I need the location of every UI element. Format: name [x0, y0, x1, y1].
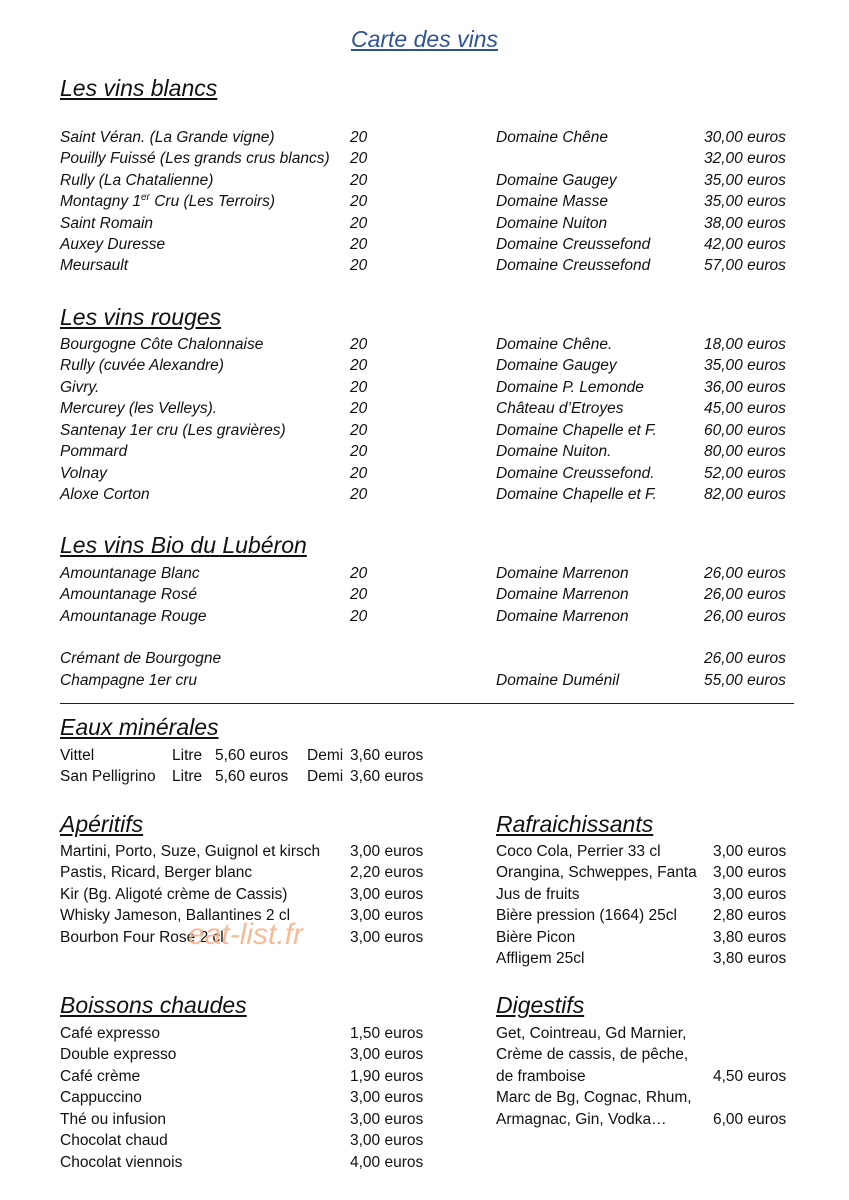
drink-price: 3,00 euros: [350, 1111, 424, 1128]
wine-row: [0, 191, 849, 212]
wine-name: Rully (cuvée Alexandre): [60, 357, 224, 374]
wine-row: [0, 606, 849, 627]
wine-name: Pouilly Fuissé (Les grands crus blancs): [60, 150, 330, 167]
wine-name: Mercurey (les Velleys).: [60, 400, 218, 417]
drink-price: 3,00 euros: [350, 929, 424, 946]
wine-name: Champagne 1er cru: [60, 672, 197, 689]
wine-size: 20: [350, 443, 368, 460]
page-title: Carte des vins: [350, 26, 498, 52]
wine-size: 20: [350, 336, 368, 353]
wine-name: Santenay 1er cru (Les gravières): [60, 422, 286, 439]
drink-row: [0, 884, 849, 905]
wine-row: [0, 648, 849, 669]
wine-domaine: Domaine P. Lemonde: [496, 379, 644, 396]
wine-row: [0, 213, 849, 234]
wine-domaine: Château d’Etroyes: [496, 400, 624, 417]
litre-label: Litre: [172, 768, 203, 785]
wine-name: Rully (La Chatalienne): [60, 172, 214, 189]
wine-name: Aloxe Corton: [60, 486, 150, 503]
wine-domaine: Domaine Masse: [496, 193, 608, 210]
litre-label: Litre: [172, 747, 203, 764]
drink-price: 1,50 euros: [350, 1025, 424, 1042]
wine-row: [0, 463, 849, 484]
drink-price: 2,20 euros: [350, 864, 424, 881]
wine-domaine: Domaine Gaugey: [496, 357, 617, 374]
wine-domaine: Domaine Nuiton: [496, 215, 608, 232]
wine-price: 45,00 euros: [704, 400, 786, 417]
drink-price: 3,00 euros: [713, 864, 787, 881]
demi-price: 3,60 euros: [350, 747, 424, 764]
wine-size: 20: [350, 129, 368, 146]
drink-name: Coco Cola, Perrier 33 cl: [496, 843, 661, 860]
heading-aperitifs: Apéritifs: [60, 811, 144, 837]
wine-name: Meursault: [60, 257, 129, 274]
wine-size: 20: [350, 565, 368, 582]
drink-row: [0, 1087, 849, 1108]
wine-size: 20: [350, 486, 368, 503]
wine-domaine: Domaine Chapelle et F.: [496, 422, 657, 439]
drink-row: [0, 948, 849, 969]
wine-price: 52,00 euros: [704, 465, 786, 482]
drink-name: Café expresso: [60, 1025, 160, 1042]
wine-price: 57,00 euros: [704, 257, 786, 274]
wine-row: [0, 441, 849, 462]
drink-name: Crème de cassis, de pêche,: [496, 1046, 689, 1063]
drink-price: 3,00 euros: [350, 1046, 424, 1063]
wine-row: [0, 670, 849, 691]
water-name: San Pelligrino: [60, 768, 156, 785]
drink-name: Café crème: [60, 1068, 141, 1085]
drink-price: 3,00 euros: [713, 843, 787, 860]
wine-domaine: Domaine Marrenon: [496, 586, 629, 603]
wine-row: [0, 377, 849, 398]
wine-price: 60,00 euros: [704, 422, 786, 439]
drink-name: Whisky Jameson, Ballantines 2 cl: [60, 907, 291, 924]
drink-price: 3,00 euros: [350, 1132, 424, 1149]
wine-price: 42,00 euros: [704, 236, 786, 253]
heading-vins-rouges: Les vins rouges: [60, 304, 222, 330]
wine-price: 82,00 euros: [704, 486, 786, 503]
heading-digestifs: Digestifs: [496, 992, 585, 1018]
wine-price: 18,00 euros: [704, 336, 786, 353]
drink-name: Armagnac, Gin, Vodka…: [496, 1111, 667, 1128]
wine-size: 20: [350, 357, 368, 374]
drink-price: 3,80 euros: [713, 950, 787, 967]
wine-size: 20: [350, 586, 368, 603]
wine-name: Givry.: [60, 379, 100, 396]
wine-name: Pommard: [60, 443, 128, 460]
drink-price: 3,00 euros: [350, 907, 424, 924]
wine-name: Amountanage Blanc: [60, 565, 200, 582]
heading-boissons-chaudes: Boissons chaudes: [60, 992, 247, 1018]
heading-vins-blancs: Les vins blancs: [60, 75, 218, 101]
wine-price: 26,00 euros: [704, 565, 786, 582]
drink-name: Marc de Bg, Cognac, Rhum,: [496, 1089, 692, 1106]
drink-name: de framboise: [496, 1068, 586, 1085]
wine-name: Montagny 1er Cru (Les Terroirs): [60, 191, 276, 210]
drink-price: 3,00 euros: [350, 843, 424, 860]
drink-row: [0, 1066, 849, 1087]
wine-name: Amountanage Rouge: [60, 608, 207, 625]
wine-row: [0, 148, 849, 169]
wine-name: Auxey Duresse: [60, 236, 166, 253]
drink-row: [0, 841, 849, 862]
wine-row: [0, 255, 849, 276]
drink-name: Bourbon Four Rose 2 cl: [60, 929, 224, 946]
wine-domaine: Domaine Gaugey: [496, 172, 617, 189]
wine-domaine: Domaine Chapelle et F.: [496, 486, 657, 503]
wine-domaine: Domaine Marrenon: [496, 565, 629, 582]
drink-name: Orangina, Schweppes, Fanta: [496, 864, 697, 881]
drink-name: Martini, Porto, Suze, Guignol et kirsch: [60, 843, 321, 860]
demi-price: 3,60 euros: [350, 768, 424, 785]
wine-size: 20: [350, 172, 368, 189]
watermark: eat-list.fr: [188, 918, 304, 951]
wine-price: 26,00 euros: [704, 650, 786, 667]
drink-row: [0, 1130, 440, 1151]
wine-row: [0, 563, 849, 584]
water-row: [0, 766, 849, 787]
drink-name: Double expresso: [60, 1046, 177, 1063]
drink-name: Jus de fruits: [496, 886, 580, 903]
drink-name: Chocolat viennois: [60, 1154, 183, 1171]
drink-name: Get, Cointreau, Gd Marnier,: [496, 1025, 687, 1042]
wine-size: 20: [350, 422, 368, 439]
wine-domaine: Domaine Creussefond: [496, 257, 651, 274]
drink-row: [0, 905, 849, 926]
drink-price: 3,00 euros: [350, 1089, 424, 1106]
wine-price: 35,00 euros: [704, 193, 786, 210]
drink-row: [0, 927, 849, 948]
heading-eaux-minerales: Eaux minérales: [60, 714, 219, 740]
water-row: [0, 745, 849, 766]
wine-domaine: Domaine Marrenon: [496, 608, 629, 625]
drink-price: 3,00 euros: [350, 886, 424, 903]
wine-row: [0, 398, 849, 419]
wine-size: 20: [350, 257, 368, 274]
wine-price: 35,00 euros: [704, 172, 786, 189]
drink-name: Chocolat chaud: [60, 1132, 168, 1149]
wine-price: 30,00 euros: [704, 129, 786, 146]
wine-price: 35,00 euros: [704, 357, 786, 374]
wine-name: Bourgogne Côte Chalonnaise: [60, 336, 264, 353]
wine-size: 20: [350, 215, 368, 232]
wine-size: 20: [350, 236, 368, 253]
drink-price: 1,90 euros: [350, 1068, 424, 1085]
wine-size: 20: [350, 193, 368, 210]
wine-price: 26,00 euros: [704, 608, 786, 625]
drink-price: 4,00 euros: [350, 1154, 424, 1171]
wine-row: [0, 127, 849, 148]
drink-row: [0, 1109, 849, 1130]
drink-name: Affligem 25cl: [496, 950, 585, 967]
drink-name: Cappuccino: [60, 1089, 142, 1106]
wine-name: Volnay: [60, 465, 107, 482]
wine-price: 55,00 euros: [704, 672, 786, 689]
drink-name: Bière pression (1664) 25cl: [496, 907, 677, 924]
litre-price: 5,60 euros: [215, 747, 289, 764]
wine-row: [0, 484, 849, 505]
heading-rafraichissants: Rafraichissants: [496, 811, 654, 837]
wine-row: [0, 584, 849, 605]
wine-row: [0, 420, 849, 441]
wine-size: 20: [350, 379, 368, 396]
wine-price: 80,00 euros: [704, 443, 786, 460]
wine-price: 26,00 euros: [704, 586, 786, 603]
drink-price: 2,80 euros: [713, 907, 787, 924]
wine-domaine: Domaine Nuiton.: [496, 443, 612, 460]
wine-size: 20: [350, 400, 368, 417]
drink-name: Thé ou infusion: [60, 1111, 166, 1128]
drink-price: 3,80 euros: [713, 929, 787, 946]
heading-vins-bio: Les vins Bio du Lubéron: [60, 532, 307, 558]
drink-row: [0, 862, 849, 883]
wine-row: [0, 234, 849, 255]
wine-size: 20: [350, 465, 368, 482]
wine-size: 20: [350, 608, 368, 625]
drink-name: Pastis, Ricard, Berger blanc: [60, 864, 253, 881]
wine-name: Saint Romain: [60, 215, 154, 232]
drink-row: [0, 1023, 849, 1044]
drink-name: Bière Picon: [496, 929, 576, 946]
litre-price: 5,60 euros: [215, 768, 289, 785]
demi-label: Demi: [307, 768, 344, 785]
demi-label: Demi: [307, 747, 344, 764]
drink-row: [0, 1152, 440, 1173]
wine-row: [0, 170, 849, 191]
wine-row: [0, 355, 849, 376]
wine-price: 32,00 euros: [704, 150, 786, 167]
water-name: Vittel: [60, 747, 95, 764]
wine-domaine: Domaine Chêne.: [496, 336, 613, 353]
wine-price: 36,00 euros: [704, 379, 786, 396]
drink-name: Kir (Bg. Aligoté crème de Cassis): [60, 886, 288, 903]
wine-domaine: Domaine Creussefond.: [496, 465, 655, 482]
section-divider: [60, 703, 794, 704]
drink-row: [0, 1044, 849, 1065]
wine-domaine: Domaine Chêne: [496, 129, 609, 146]
wine-row: [0, 334, 849, 355]
wine-domaine: Domaine Duménil: [496, 672, 620, 689]
wine-name: Amountanage Rosé: [60, 586, 198, 603]
wine-price: 38,00 euros: [704, 215, 786, 232]
wine-domaine: Domaine Creussefond: [496, 236, 651, 253]
wine-name: Crémant de Bourgogne: [60, 650, 222, 667]
drink-price: 3,00 euros: [713, 886, 787, 903]
wine-size: 20: [350, 150, 368, 167]
wine-name: Saint Véran. (La Grande vigne): [60, 129, 275, 146]
drink-price: 6,00 euros: [713, 1111, 787, 1128]
drink-price: 4,50 euros: [713, 1068, 787, 1085]
